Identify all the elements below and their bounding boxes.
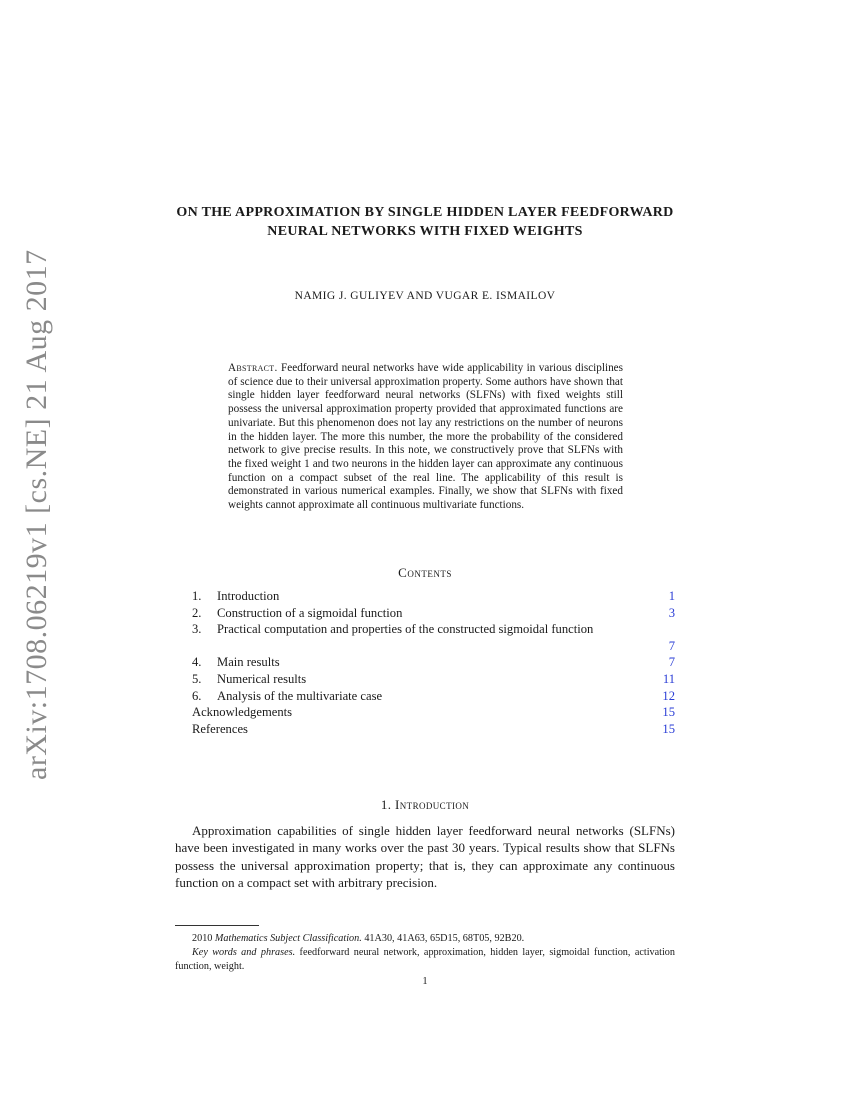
- toc-item-introduction[interactable]: [192, 588, 675, 605]
- toc-item-label: Numerical results: [217, 671, 307, 686]
- section-heading-introduction: [175, 797, 675, 813]
- toc-item-numerical-results[interactable]: [192, 671, 675, 688]
- toc-item-number: 5.: [192, 671, 202, 686]
- msc-footnote: [175, 932, 675, 946]
- toc-item-construction[interactable]: [192, 605, 675, 622]
- keywords-label: Key words and phrases.: [192, 946, 296, 958]
- paper-authors: NAMIG J. GULIYEV AND VUGAR E. ISMAILOV: [294, 290, 556, 302]
- contents-heading: Contents: [398, 565, 452, 580]
- section-number: 1.: [380, 797, 392, 812]
- toc-item-number: 3.: [192, 622, 202, 637]
- footnotes: [175, 932, 675, 973]
- paper-title: ON THE APPROXIMATION BY SINGLE HIDDEN LAYER FEEDFORWARD NEURAL NETWORKS WITH FIXED WEIGHTS: [176, 205, 674, 239]
- toc-page-link[interactable]: 15: [662, 705, 675, 720]
- toc-item-label: References: [192, 721, 248, 736]
- msc-codes: 41A30, 41A63, 65D15, 68T05, 92B20.: [364, 933, 525, 944]
- toc-item-multivariate[interactable]: [192, 688, 675, 705]
- footnote-divider: [175, 925, 259, 926]
- keywords-text: feedforward neural network, approximation, hidden layer, sigmoidal function, activation function, weight.: [175, 946, 675, 972]
- keywords-footnote: [175, 946, 675, 974]
- toc-page-link[interactable]: 15: [662, 721, 675, 736]
- toc-item-label: Analysis of the multivariate case: [217, 688, 383, 703]
- introduction-paragraph: Approximation capabilities of single hidden layer feedforward neural networks (SLFNs) have been investigated in many works over the past 30 years. Typical results show that SLFNs possess the universal approximation property; that is, they can approximate any continuous function on a compact set with arbitrary precision.: [175, 823, 675, 891]
- abstract-text: Feedforward neural networks have wide applicability in various disciplines of science due to their universal approximation property. Some authors have shown that single hidden layer feedforward neural networks (SLFNs) with fixed weights still possess the universal approximation property provided that approximated functions are univariate. But this phenomenon does not lay any restrictions on the number of neurons in the hidden layer. The more this number, the more the probability of the considered network to give precise results. In this note, we constructively prove that SLFNs with the fixed weight 1 and two neurons in the hidden layer can approximate any continuous function on a compact subset of the real line. The applicability of this result is demonstrated in various numerical examples. Finally, we show that SLFNs with fixed weights cannot approximate all continuous multivariate functions.: [228, 362, 623, 512]
- section-title: Introduction: [395, 797, 470, 812]
- toc-item-main-results[interactable]: [192, 654, 675, 671]
- toc-item-number: 1.: [192, 589, 202, 603]
- toc-item-acknowledgements[interactable]: [192, 704, 675, 721]
- toc-item-practical-computation[interactable]: [192, 621, 675, 654]
- abstract: [228, 362, 623, 513]
- toc-item-label: Main results: [217, 655, 280, 670]
- page-number: 1: [422, 976, 428, 987]
- toc-item-references[interactable]: [192, 721, 675, 738]
- toc-page-link[interactable]: 3: [668, 605, 675, 620]
- msc-label: Mathematics Subject Classification.: [214, 933, 362, 944]
- toc-item-label: Construction of a sigmoidal function: [217, 605, 403, 620]
- toc-item-number: 2.: [192, 605, 202, 620]
- toc-item-label: Practical computation and properties of the constructed sigmoidal function: [217, 622, 594, 637]
- toc-item-number: 6.: [192, 688, 202, 703]
- toc-page-link[interactable]: 11: [662, 671, 675, 686]
- arxiv-identifier-stamp: arXiv:1708.06219v1 [cs.NE] 21 Aug 2017: [20, 249, 53, 780]
- abstract-label: Abstract.: [228, 362, 278, 374]
- toc-item-number: 4.: [192, 655, 202, 670]
- toc-item-label: Introduction: [217, 589, 280, 603]
- toc-page-link[interactable]: 12: [662, 688, 675, 703]
- toc-page-link[interactable]: 7: [668, 638, 675, 653]
- table-of-contents: [192, 588, 675, 737]
- toc-item-label: Acknowledgements: [192, 705, 293, 720]
- toc-page-link[interactable]: 1: [668, 589, 675, 603]
- toc-page-link[interactable]: 7: [668, 655, 675, 670]
- msc-year: 2010: [192, 933, 213, 944]
